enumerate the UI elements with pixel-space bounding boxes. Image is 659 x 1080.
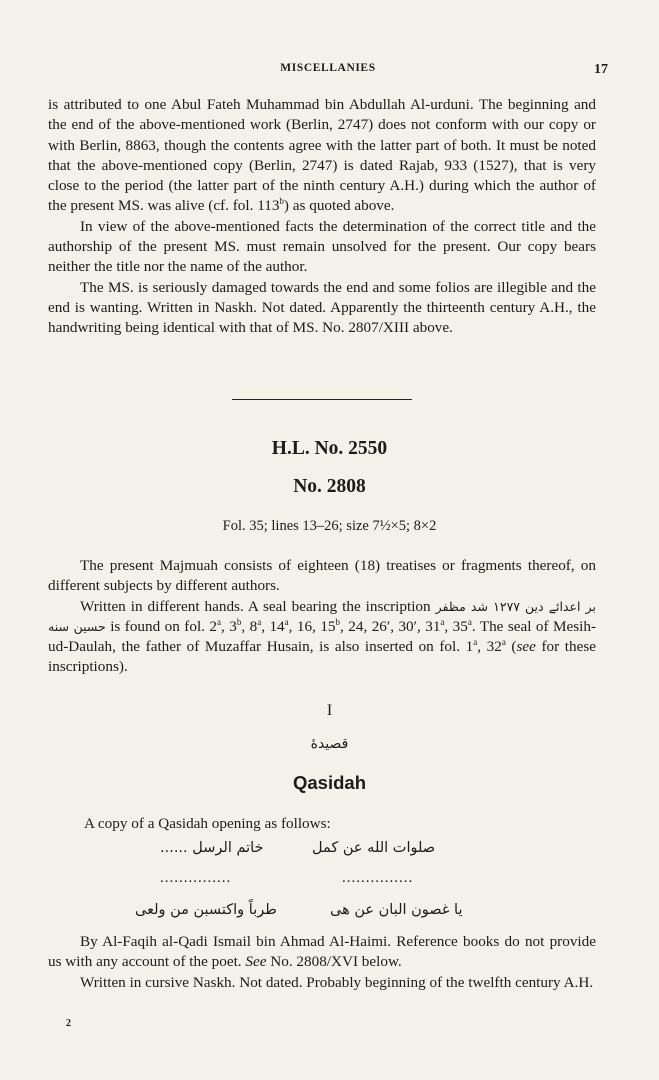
seal-text: . The seal of Mesih-ud-Daulah, the father of Muzaffar Husain, is also inserted on fol. 1 <box>48 617 597 656</box>
signature-mark: 2 <box>66 1018 71 1029</box>
page-number: 17 <box>594 62 608 77</box>
collation-line: Fol. 35; lines 13–26; size 7½×5; 8×2 <box>222 518 437 534</box>
cross-reference: No. 2808/XVI below. <box>270 953 402 971</box>
superscript: a <box>440 616 445 627</box>
paren-open: ( <box>505 638 517 656</box>
folio-ref-text: is found on fol. 2 <box>110 617 218 635</box>
section-numeral: I <box>326 702 333 719</box>
superscript: a <box>467 616 472 627</box>
section-title: Qasidah <box>293 772 366 793</box>
verse-2-left: ............... <box>160 870 232 886</box>
arabic-inscription-2: ۱۲۷۷ شد مظفر حسین سنه <box>48 598 520 634</box>
verse-3-left: طرباً واكتسبن من ولعى <box>135 902 277 918</box>
verse-2-right: ............... <box>342 870 414 886</box>
continuation-text <box>48 95 596 339</box>
running-head-title: MISCELLANIES <box>280 62 376 74</box>
superscript: a <box>501 637 506 648</box>
see-italic: See <box>245 953 267 971</box>
superscript: a <box>217 616 222 627</box>
paragraph-seals <box>48 597 596 678</box>
verse-3-right: يا غصون البان عن هى <box>330 902 463 918</box>
folio-ref: , 24, 26′, 30′, <box>340 617 421 635</box>
closing-text <box>48 932 596 993</box>
folio-ref: , 32 <box>477 638 502 656</box>
seal-lead-text: Written in different hands. A seal bearing the inscription <box>80 597 431 615</box>
paragraph-condition: The MS. is seriously damaged towards the end and some folios are illegible and the end is wanting. Written in Naskh. Not dated. Apparently the thirteenth century A.H., the handwriting being identical with that of MS. No. 2807/XIII above. <box>48 278 596 337</box>
superscript: b <box>335 616 341 627</box>
verse-1-left: خاتم الرسل ...... <box>160 840 264 856</box>
paragraph-tail: ) as quoted above. <box>283 197 395 215</box>
ms-number-heading: No. 2808 <box>293 476 366 497</box>
see-italic: see <box>516 638 536 656</box>
paragraph-script: Written in cursive Naskh. Not dated. Probably beginning of the twelfth century A.H. <box>80 973 594 991</box>
folio-ref: , 14 <box>261 617 285 635</box>
qasidah-intro: A copy of a Qasidah opening as follows: <box>84 815 331 832</box>
folio-ref: 31 <box>425 617 441 635</box>
paragraph-authorship: In view of the above-mentioned facts the determination of the correct title and the authorship of the present MS. must remain unsolved for the present. Our copy bears neither the title nor the name of the author. <box>48 217 596 276</box>
folio-ref: , 16, 15 <box>288 617 336 635</box>
superscript: b <box>236 616 242 627</box>
superscript: b <box>279 196 284 207</box>
running-head <box>48 62 608 80</box>
author-text: By Al-Faqih al-Qadi Ismail bin Ahmad Al-Haimi. Reference books do not provide us with any account of the poet. <box>48 933 596 971</box>
paragraph-berlin-comparison <box>48 95 596 217</box>
superscript: a <box>473 637 478 648</box>
arabic-inscription-1: بر اعدائے دین <box>524 598 597 614</box>
superscript: a <box>284 616 289 627</box>
paragraph-majmuah: The present Majmuah consists of eighteen (18) treatises or fragments thereof, on different subjects by different authors. <box>48 557 596 595</box>
verse-1-right: صلوات الله عن كمل <box>312 840 436 856</box>
section-divider <box>232 399 412 400</box>
folio-ref: , 35 <box>444 617 468 635</box>
arabic-title: قصیدهٔ <box>310 736 349 752</box>
superscript: a <box>257 616 262 627</box>
paren-close-text: for these inscriptions). <box>48 638 596 676</box>
description-text <box>48 556 596 678</box>
folio-ref: , 8 <box>241 617 258 635</box>
paragraph-author <box>48 932 596 973</box>
folio-ref: , 3 <box>221 617 237 635</box>
paragraph-text: is attributed to one Abul Fateh Muhammad bin Abdullah Al-urduni. The beginning and the end of the above-mentioned work (Berlin, 2747) does not conform with our copy or with Berlin, 8863, though the contents agree with the latter part of both. It must be noted that the above-mentioned copy (Berlin, 2747) is dated Rajab, 933 (1527), that is very close to the period (the latter part of the ninth century A.H.) during which the author of the present MS. was alive (cf. fol. 113 <box>48 96 596 215</box>
hl-number-heading: H.L. No. 2550 <box>271 438 388 459</box>
